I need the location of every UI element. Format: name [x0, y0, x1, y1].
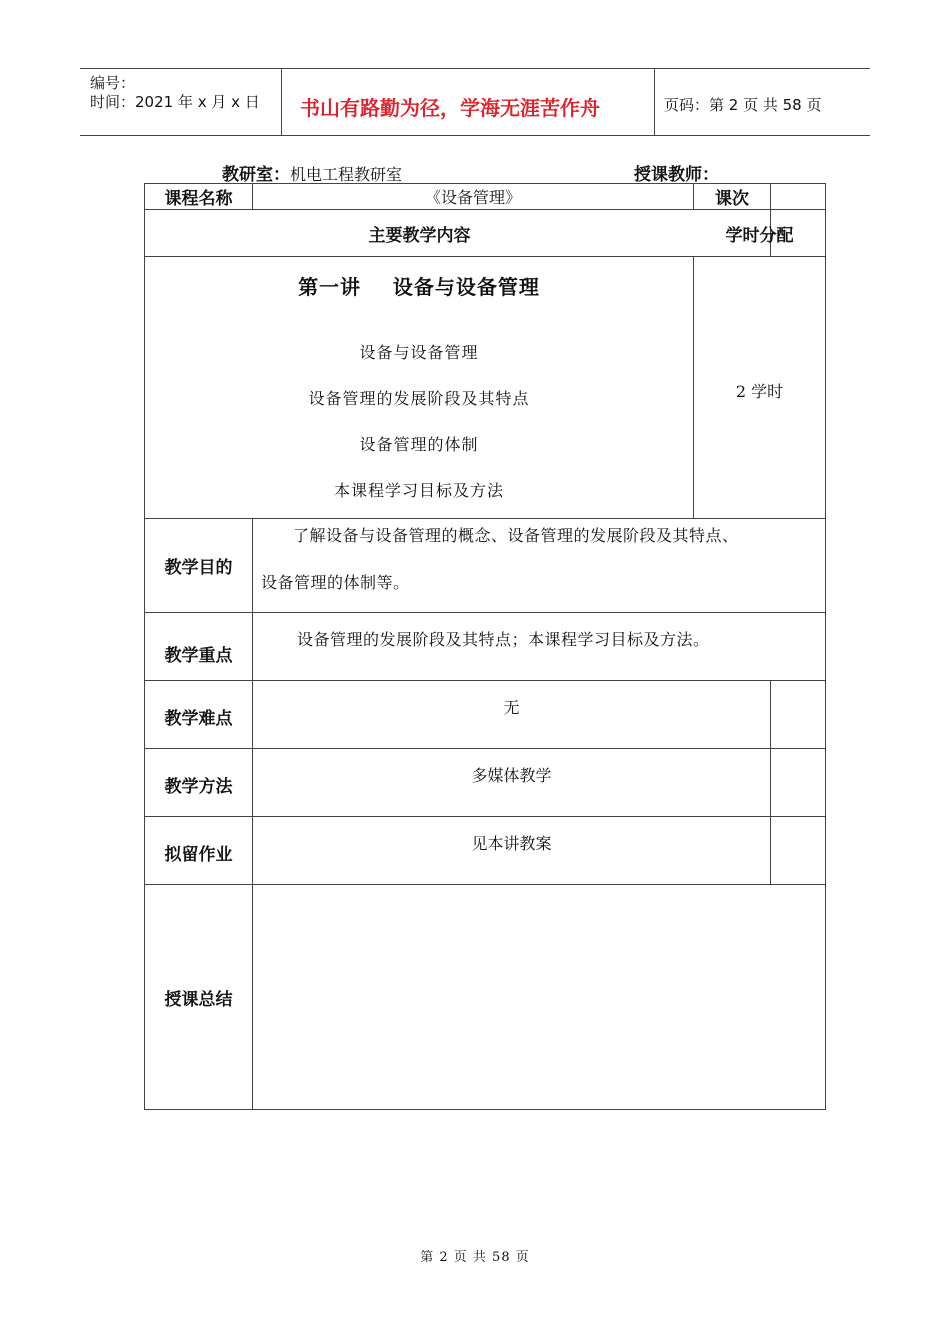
difficulties-row — [145, 681, 826, 749]
objective-line-2: 设备管理的体制等。 — [261, 573, 410, 592]
summary-value[interactable] — [253, 885, 826, 1110]
objective-label: 教学目的 — [145, 519, 253, 613]
session-value — [771, 184, 826, 210]
key-points-label: 教学重点 — [145, 613, 253, 681]
course-name-label: 课程名称 — [145, 184, 253, 210]
header-slogan: 书山有路勤为径，学海无涯苦作舟 — [300, 96, 600, 120]
key-points-value: 设备管理的发展阶段及其特点；本课程学习目标及方法。 — [253, 613, 826, 681]
department-label: 教研室： — [222, 165, 290, 185]
lesson-plan-table — [144, 183, 826, 1110]
topic-item: 设备与设备管理 — [359, 343, 479, 362]
objective-line-1: 了解设备与设备管理的概念、设备管理的发展阶段及其特点、 — [293, 526, 739, 545]
header-bottom-rule — [80, 135, 870, 136]
topic-item: 设备管理的体制 — [359, 435, 479, 454]
course-name-value: 《设备管理》 — [253, 184, 694, 210]
difficulties-filler — [771, 681, 826, 749]
main-content-label — [145, 210, 771, 257]
topic-item: 设备管理的发展阶段及其特点 — [308, 389, 530, 408]
header-divider-right — [654, 68, 655, 136]
department-value: 机电工程教研室 — [290, 165, 403, 184]
topic-item: 本课程学习目标及方法 — [333, 481, 504, 500]
document-number-label: 编号： — [90, 74, 136, 92]
lecture-content-cell — [145, 257, 694, 519]
document-date: 时间：2021 年 x 月 x 日 — [90, 93, 260, 111]
objective-row — [145, 519, 826, 613]
summary-label: 授课总结 — [145, 885, 253, 1110]
homework-filler — [771, 817, 826, 885]
main-content-label-text: 主要教学内容 — [368, 225, 471, 246]
homework-label: 拟留作业 — [145, 817, 253, 885]
method-value: 多媒体教学 — [253, 749, 771, 817]
objective-value — [253, 519, 826, 613]
session-label: 课次 — [694, 184, 771, 210]
hours-value-cell — [694, 257, 826, 519]
hours-value: 2 学时 — [735, 382, 784, 401]
method-filler — [771, 749, 826, 817]
difficulties-value: 无 — [253, 681, 771, 749]
homework-value: 见本讲教案 — [253, 817, 771, 885]
summary-row — [145, 885, 826, 1110]
course-name-row — [145, 184, 826, 210]
page-footer: 第 2 页 共 58 页 — [420, 1250, 530, 1265]
method-row — [145, 749, 826, 817]
department-line — [222, 160, 402, 185]
hours-label: 学时分配 — [725, 226, 794, 246]
header-divider-left — [281, 68, 282, 136]
header-page-info: 页码：第 2 页 共 58 页 — [664, 96, 822, 114]
header-top-rule — [80, 68, 870, 69]
lecture-title: 第一讲 设备与设备管理 — [298, 275, 540, 299]
teacher-label: 授课教师： — [634, 165, 719, 185]
key-points-row — [145, 613, 826, 681]
difficulties-label: 教学难点 — [145, 681, 253, 749]
lecture-row — [145, 257, 826, 519]
method-label: 教学方法 — [145, 749, 253, 817]
homework-row — [145, 817, 826, 885]
